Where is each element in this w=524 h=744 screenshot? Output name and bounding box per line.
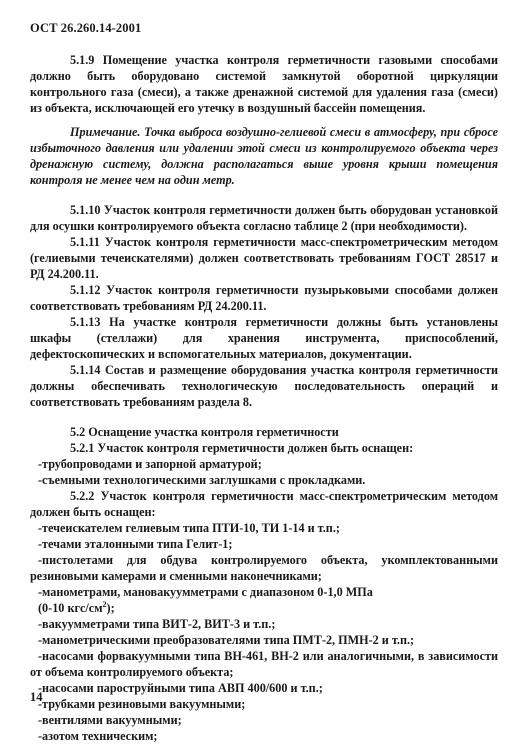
paragraph-5-2-2: 5.2.2 Участок контроля герметичности масс-спектрометрическим методом должен быть оснащен: bbox=[30, 489, 498, 519]
list-item: -пистолетами для обдува контролируемого объекта, укомплектованными резиновыми камерами и сменными наконечниками; bbox=[30, 553, 498, 583]
section-5-2-title: 5.2 Оснащение участка контроля герметичности bbox=[70, 425, 339, 439]
list-item: -манометрическими преобразователями типа ПМТ-2, ПМН-2 и т.п.; bbox=[38, 633, 415, 647]
list-item: -течеискателем гелиевым типа ПТИ-10, ТИ 1-14 и т.п.; bbox=[38, 521, 340, 535]
list-item: -насосами форвакуумными типа ВН-461, ВН-2 или аналогичными, в зависимости от объема контролируемого объекта; bbox=[30, 649, 498, 679]
document-body bbox=[30, 52, 498, 744]
list-item: -манометрами, мановакуумметрами с диапазоном 0-1,0 МПа bbox=[38, 585, 373, 599]
list-item: -вентилями вакуумными; bbox=[38, 713, 182, 727]
unit-text: (0-10 кгс/см bbox=[38, 601, 103, 615]
paragraph-5-1-14: 5.1.14 Состав и размещение оборудования участка контроля герметичности должны обеспечивать технологическую последовательность операций и соответствовать требованиям раздела 8. bbox=[30, 363, 498, 409]
unit-superscript: 2 bbox=[102, 599, 107, 609]
paragraph-5-1-13: 5.1.13 На участке контроля герметичности должны быть установлены шкафы (стеллажи) для хранения инструмента, приспособлений, дефектоскопических и вспомогательных материалов, документации. bbox=[30, 315, 498, 361]
note-paragraph: Примечание. Точка выброса воздушно-гелиевой смеси в атмосферу, при сбросе избыточного давления или удалении этой смеси из контролируемого объекта через дренажную систему, должна располагаться выше уровня крыши помещения контроля не менее чем на один метр. bbox=[30, 125, 498, 187]
list-item: -вакуумметрами типа ВИТ-2, ВИТ-3 и т.п.; bbox=[38, 617, 276, 631]
list-item: -трубками резиновыми вакуумными; bbox=[38, 697, 246, 711]
paragraph-5-1-9: 5.1.9 Помещение участка контроля герметичности газовыми способами должно быть оборудовано системой замкнутой оборотной циркуляции контрольного газа (смеси), а также дренажной системой для удаления газа (смеси) из объекта, исключающей его утечку в воздушный бассейн помещения. bbox=[30, 53, 498, 115]
list-item: -азотом техническим; bbox=[38, 729, 158, 743]
list-item-unit bbox=[30, 600, 498, 616]
paragraph-5-1-12: 5.1.12 Участок контроля герметичности пузырьковыми способами должен соответствовать требованиям РД 24.200.11. bbox=[30, 283, 498, 313]
list-item: -трубопроводами и запорной арматурой; bbox=[38, 457, 262, 471]
paragraph-5-2-1: 5.2.1 Участок контроля герметичности должен быть оснащен: bbox=[70, 441, 414, 455]
paragraph-5-1-10: 5.1.10 Участок контроля герметичности должен быть оборудован установкой для осушки контролируемого объекта согласно таблице 2 (при необходимости). bbox=[30, 203, 498, 233]
list-item: -насосами пароструйными типа АВП 400/600 и т.п.; bbox=[38, 681, 323, 695]
list-item: -съемными технологическими заглушками с прокладками. bbox=[38, 473, 366, 487]
unit-tail: ); bbox=[106, 601, 115, 615]
document-code-header: ОСТ 26.260.14-2001 bbox=[30, 21, 142, 35]
paragraph-5-1-11: 5.1.11 Участок контроля герметичности масс-спектрометрическим методом (гелиевыми течеискателями) должен соответствовать требованиям ГОСТ 28517 и РД 24.200.11. bbox=[30, 235, 498, 281]
list-item: -течами эталонными типа Гелит-1; bbox=[38, 537, 233, 551]
page-number: 14 bbox=[30, 690, 43, 704]
